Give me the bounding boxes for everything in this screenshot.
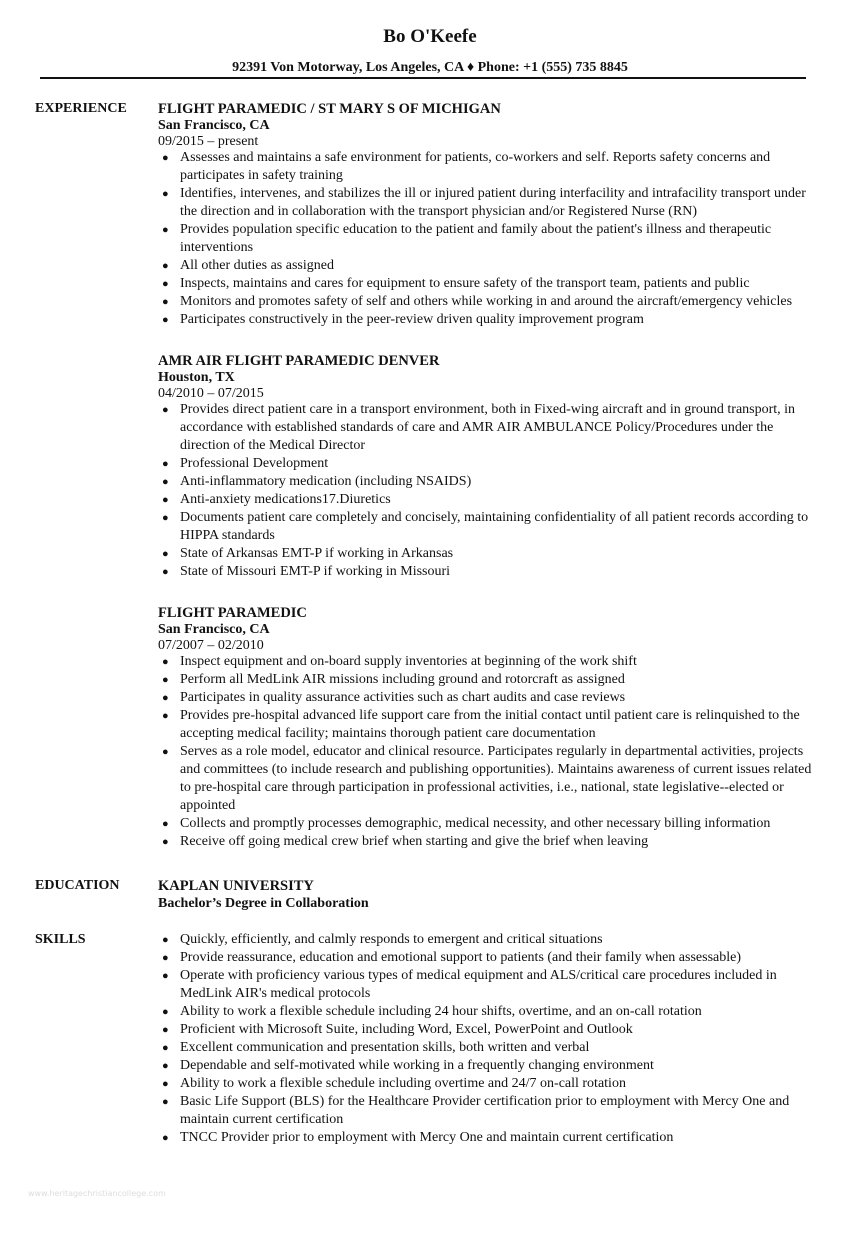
contact-line: 92391 Von Motorway, Los Angeles, CA ♦ Phone: +1 (555) 735 8845: [232, 60, 628, 75]
bullet-item: [158, 931, 818, 949]
job-dates: 07/2007 – 02/2010: [158, 638, 264, 653]
bullet-dot-icon: ●: [162, 674, 169, 686]
bullet-text: Operate with proficiency various types of medical equipment and ALS/critical care procedures included in MedLink AIR's medical protocols: [180, 968, 777, 1001]
job-title: AMR AIR FLIGHT PARAMEDIC DENVER: [158, 353, 440, 369]
bullet-item: [158, 689, 818, 707]
bullet-item: [158, 967, 818, 1003]
bullet-dot-icon: ●: [162, 836, 169, 848]
bullet-dot-icon: ●: [162, 1078, 169, 1090]
bullet-dot-icon: ●: [162, 512, 169, 524]
bullet-dot-icon: ●: [162, 494, 169, 506]
bullet-item: [158, 401, 818, 455]
job-location: San Francisco, CA: [158, 118, 270, 133]
bullet-text: Anti-inflammatory medication (including NSAIDS): [180, 474, 472, 489]
bullet-text: Dependable and self-motivated while working in a frequently changing environment: [180, 1058, 654, 1073]
job-dates: 04/2010 – 07/2015: [158, 386, 264, 401]
bullet-text: Documents patient care completely and concisely, maintaining confidentiality of all patient records according to HIPPA standards: [180, 510, 809, 543]
bullet-dot-icon: ●: [162, 952, 169, 964]
bullet-text: Excellent communication and presentation skills, both written and verbal: [180, 1040, 590, 1055]
bullet-text: Provide reassurance, education and emotional support to patients (and their family when assessable): [180, 950, 741, 965]
bullet-dot-icon: ●: [162, 476, 169, 488]
bullet-dot-icon: ●: [162, 458, 169, 470]
job-entry: [158, 100, 818, 329]
candidate-name: Bo O'Keefe: [383, 26, 477, 47]
bullet-text: Professional Development: [180, 456, 329, 471]
bullet-text: Participates constructively in the peer-review driven quality improvement program: [180, 312, 644, 327]
bullet-dot-icon: ●: [162, 152, 169, 164]
job-dates: 09/2015 – present: [158, 134, 259, 149]
bullet-item: [158, 1129, 818, 1147]
bullet-item: [158, 545, 818, 563]
bullet-item: [158, 149, 818, 185]
experience-list: [158, 100, 818, 851]
job-entry: [158, 604, 818, 851]
bullet-text: Ability to work a flexible schedule including 24 hour shifts, overtime, and an on-call rotation: [180, 1004, 702, 1019]
bullet-text: Basic Life Support (BLS) for the Healthcare Provider certification prior to employment with Mercy One and maintain current certification: [180, 1094, 790, 1127]
bullet-dot-icon: ●: [162, 188, 169, 200]
bullet-item: [158, 833, 818, 851]
bullet-dot-icon: ●: [162, 296, 169, 308]
bullet-item: [158, 509, 818, 545]
bullet-item: [158, 1057, 818, 1075]
bullet-dot-icon: ●: [162, 970, 169, 982]
bullet-item: [158, 257, 818, 275]
section-label-education: EDUCATION: [35, 878, 120, 893]
bullet-item: [158, 707, 818, 743]
bullet-item: [158, 293, 818, 311]
bullet-text: All other duties as assigned: [180, 258, 334, 273]
bullet-text: Collects and promptly processes demographic, medical necessity, and other necessary billing information: [180, 816, 771, 831]
bullet-dot-icon: ●: [162, 224, 169, 236]
job-location: San Francisco, CA: [158, 622, 270, 637]
bullet-text: Inspects, maintains and cares for equipment to ensure safety of the transport team, patients and public: [180, 276, 750, 291]
bullet-dot-icon: ●: [162, 818, 169, 830]
bullet-text: Monitors and promotes safety of self and others while working in and around the aircraft/emergency vehicles: [180, 294, 793, 309]
bullet-text: Participates in quality assurance activities such as chart audits and case reviews: [180, 690, 626, 705]
bullet-text: Inspect equipment and on-board supply inventories at beginning of the work shift: [180, 654, 637, 669]
skills-section: [0, 931, 860, 1147]
bullet-item: [158, 671, 818, 689]
bullet-text: State of Arkansas EMT-P if working in Arkansas: [180, 546, 454, 561]
bullet-dot-icon: ●: [162, 1096, 169, 1108]
bullet-item: [158, 743, 818, 815]
education-body: [158, 877, 818, 913]
bullet-dot-icon: ●: [162, 566, 169, 578]
education-section: [0, 877, 860, 913]
bullet-text: Provides direct patient care in a transport environment, both in Fixed-wing aircraft and in ground transport, in accordance with established standards of care and AMR AIR AMBULANCE Policy/Procedures under the direction of the Medical Director: [180, 402, 796, 453]
education-degree: Bachelor’s Degree in Collaboration: [158, 896, 369, 911]
bullet-dot-icon: ●: [162, 710, 169, 722]
bullet-text: State of Missouri EMT-P if working in Missouri: [180, 564, 451, 579]
bullet-item: [158, 1075, 818, 1093]
resume-content: [0, 98, 860, 1147]
bullet-item: [158, 949, 818, 967]
job-title: FLIGHT PARAMEDIC / ST MARY S OF MICHIGAN: [158, 101, 501, 117]
bullet-dot-icon: ●: [162, 656, 169, 668]
job-bullets: [158, 401, 818, 581]
bullet-text: Identifies, intervenes, and stabilizes the ill or injured patient during interfacility and intrafacility transport under the direction and in collaboration with the transport physician and/or Registered Nurse (RN): [180, 186, 806, 219]
bullet-dot-icon: ●: [162, 1060, 169, 1072]
bullet-item: [158, 221, 818, 257]
bullet-item: [158, 1093, 818, 1129]
bullet-item: [158, 563, 818, 581]
bullet-dot-icon: ●: [162, 1024, 169, 1036]
bullet-dot-icon: ●: [162, 278, 169, 290]
job-location: Houston, TX: [158, 370, 235, 385]
header-divider: [40, 77, 806, 79]
bullet-item: [158, 653, 818, 671]
watermark-text: www.heritagechristiancollege.com: [28, 1189, 166, 1198]
bullet-text: Quickly, efficiently, and calmly responds to emergent and critical situations: [180, 932, 603, 947]
bullet-text: Assesses and maintains a safe environment for patients, co-workers and self. Reports safety concerns and participates in safety training: [180, 150, 771, 183]
bullet-item: [158, 1039, 818, 1057]
section-label-skills: SKILLS: [35, 932, 86, 947]
education-school: KAPLAN UNIVERSITY: [158, 878, 314, 894]
bullet-text: Provides population specific education to the patient and family about the patient's illness and therapeutic interventions: [180, 222, 772, 255]
bullet-dot-icon: ●: [162, 548, 169, 560]
bullet-dot-icon: ●: [162, 692, 169, 704]
bullet-text: Serves as a role model, educator and clinical resource. Participates regularly in departmental activities, projects and committees (to include research and publishing opportunities). Maintains awareness of current issues related to pre-hospital care through participation in professional activities, i.e., national, state legislative--elected or appointed: [180, 744, 812, 813]
bullet-text: Provides pre-hospital advanced life support care from the initial contact until patient care is relinquished to the accepting medical facility; maintains thorough patient care documentation: [180, 708, 800, 741]
bullet-dot-icon: ●: [162, 1042, 169, 1054]
job-title: FLIGHT PARAMEDIC: [158, 605, 307, 621]
bullet-dot-icon: ●: [162, 260, 169, 272]
bullet-dot-icon: ●: [162, 314, 169, 326]
bullet-dot-icon: ●: [162, 934, 169, 946]
bullet-text: Ability to work a flexible schedule including overtime and 24/7 on-call rotation: [180, 1076, 626, 1091]
bullet-dot-icon: ●: [162, 1006, 169, 1018]
bullet-item: [158, 1021, 818, 1039]
bullet-text: Proficient with Microsoft Suite, including Word, Excel, PowerPoint and Outlook: [180, 1022, 633, 1037]
bullet-text: Anti-anxiety medications17.Diuretics: [180, 492, 391, 507]
bullet-text: Receive off going medical crew brief when starting and give the brief when leaving: [180, 834, 649, 849]
bullet-text: Perform all MedLink AIR missions including ground and rotorcraft as assigned: [180, 672, 625, 687]
bullet-item: [158, 275, 818, 293]
bullet-item: [158, 455, 818, 473]
bullet-text: TNCC Provider prior to employment with Mercy One and maintain current certification: [180, 1130, 674, 1145]
section-label-experience: EXPERIENCE: [35, 101, 127, 116]
bullet-item: [158, 1003, 818, 1021]
bullet-item: [158, 473, 818, 491]
job-entry: [158, 352, 818, 581]
skills-body: [158, 931, 818, 1147]
bullet-dot-icon: ●: [162, 404, 169, 416]
job-bullets: [158, 653, 818, 851]
bullet-item: [158, 491, 818, 509]
bullet-item: [158, 311, 818, 329]
experience-section: [0, 100, 860, 851]
bullet-item: [158, 815, 818, 833]
bullet-dot-icon: ●: [162, 1132, 169, 1144]
bullet-item: [158, 185, 818, 221]
bullet-dot-icon: ●: [162, 746, 169, 758]
skills-list: [158, 931, 818, 1147]
job-bullets: [158, 149, 818, 329]
